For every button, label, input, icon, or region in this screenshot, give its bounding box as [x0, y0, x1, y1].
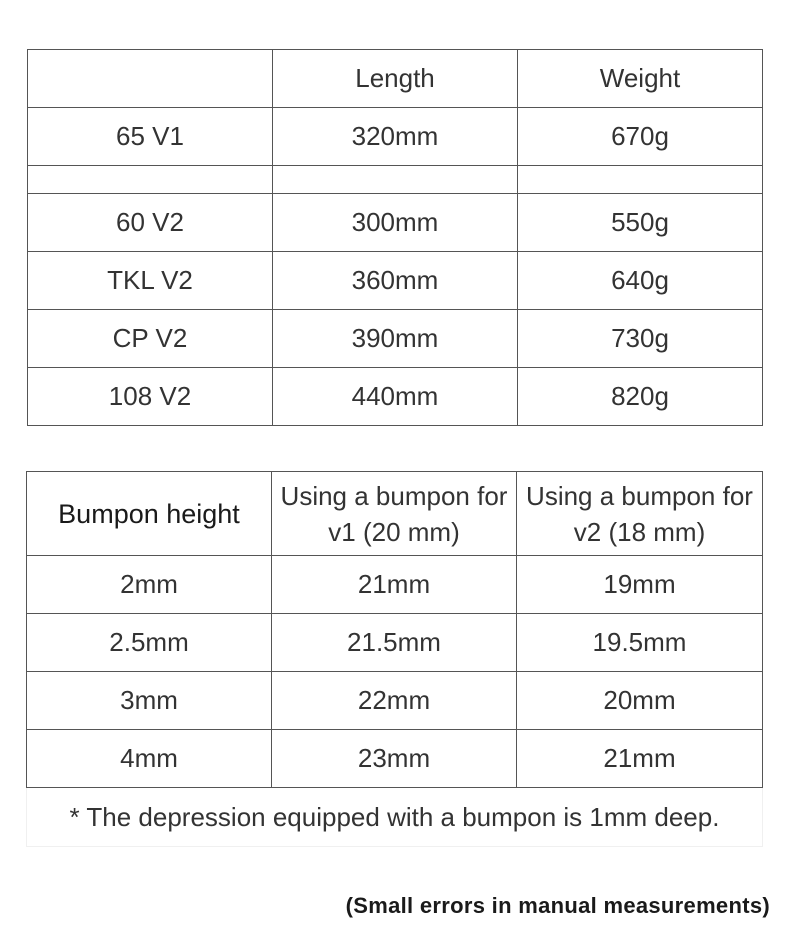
table-header-row — [28, 50, 763, 108]
length-cell: 300mm — [273, 194, 518, 252]
weight-cell: 640g — [518, 252, 763, 310]
table-row — [27, 672, 763, 730]
v1-cell: 21.5mm — [272, 614, 517, 672]
table-row — [27, 614, 763, 672]
model-cell: 108 V2 — [28, 368, 273, 426]
weight-cell: 670g — [518, 108, 763, 166]
measurement-caption: (Small errors in manual measurements) — [345, 893, 770, 918]
model-cell: 60 V2 — [28, 194, 273, 252]
model-cell: CP V2 — [28, 310, 273, 368]
length-cell: 390mm — [273, 310, 518, 368]
bumpon-height-cell: 2.5mm — [27, 614, 272, 672]
bumpon-height-cell: 4mm — [27, 730, 272, 788]
bumpon-height-cell: 3mm — [27, 672, 272, 730]
length-cell: 440mm — [273, 368, 518, 426]
v2-cell: 19.5mm — [517, 614, 763, 672]
table-row — [28, 368, 763, 426]
weight-cell: 730g — [518, 310, 763, 368]
weight-cell: 820g — [518, 368, 763, 426]
v1-cell: 21mm — [272, 556, 517, 614]
table-row — [27, 556, 763, 614]
table-row — [28, 194, 763, 252]
table-header-row — [27, 472, 763, 556]
v1-cell: 23mm — [272, 730, 517, 788]
v1-cell: 22mm — [272, 672, 517, 730]
table-row — [28, 310, 763, 368]
model-cell: 65 V1 — [28, 108, 273, 166]
header-cell-length: Length — [273, 50, 518, 108]
table-note-row — [27, 788, 763, 847]
model-cell: TKL V2 — [28, 252, 273, 310]
bumpon-table — [26, 471, 763, 847]
bumpon-height-cell: 2mm — [27, 556, 272, 614]
v2-cell: 21mm — [517, 730, 763, 788]
table-row — [28, 108, 763, 166]
length-cell — [273, 166, 518, 194]
model-cell — [28, 166, 273, 194]
length-cell: 320mm — [273, 108, 518, 166]
header-cell-model — [28, 50, 273, 108]
depression-note: * The depression equipped with a bumpon is 1mm deep. — [27, 788, 763, 847]
v2-cell: 19mm — [517, 556, 763, 614]
dimensions-table — [27, 49, 763, 426]
table-row — [27, 730, 763, 788]
weight-cell — [518, 166, 763, 194]
header-cell-v1: Using a bumpon for v1 (20 mm) — [272, 472, 517, 556]
header-cell-weight: Weight — [518, 50, 763, 108]
v2-cell: 20mm — [517, 672, 763, 730]
weight-cell: 550g — [518, 194, 763, 252]
table-row-empty — [28, 166, 763, 194]
length-cell: 360mm — [273, 252, 518, 310]
header-cell-v2: Using a bumpon for v2 (18 mm) — [517, 472, 763, 556]
header-cell-bumpon-height: Bumpon height — [27, 472, 272, 556]
table-row — [28, 252, 763, 310]
